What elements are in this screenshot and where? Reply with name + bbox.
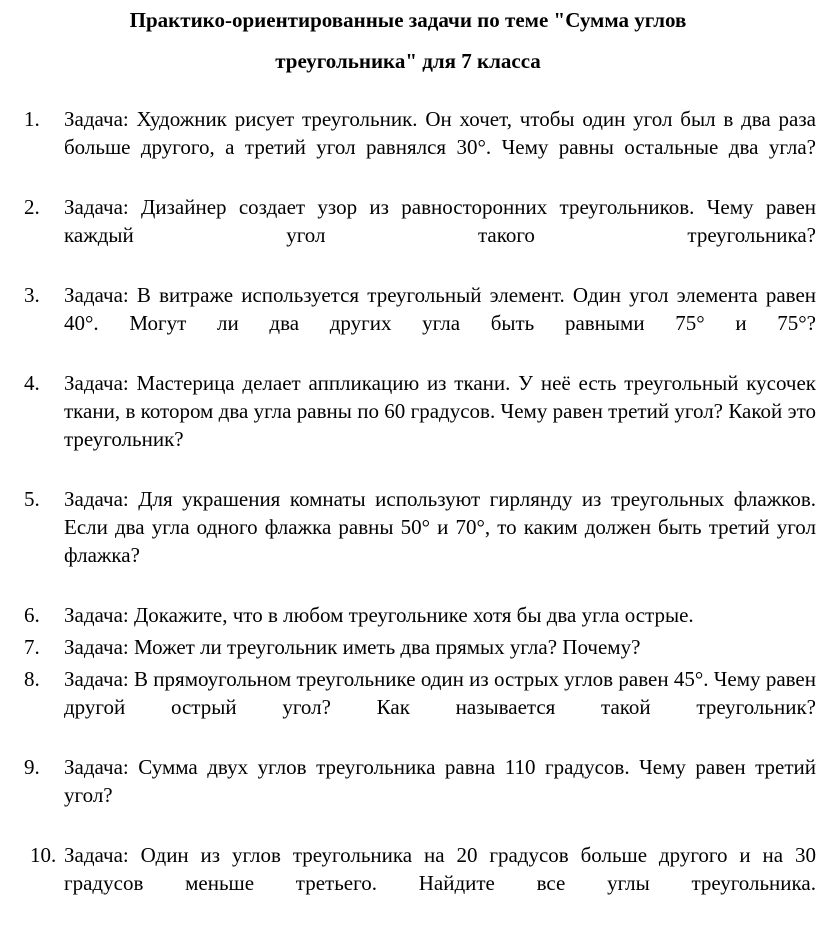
- task-text: Задача: Сумма двух углов треугольника равна 110 градусов. Чему равен третий угол?: [64, 755, 816, 807]
- task-text: Задача: Может ли треугольник иметь два прямых угла? Почему?: [64, 635, 641, 659]
- task-number: 8.: [24, 667, 40, 691]
- task-text: Задача: Художник рисует треугольник. Он хочет, чтобы один угол был в два раза больше другого, а третий угол равнялся 30°. Чему равны остальные два угла?: [64, 107, 816, 159]
- task-number: 6.: [24, 603, 40, 627]
- list-item: [24, 193, 816, 277]
- list-item: [24, 281, 816, 365]
- task-text: Задача: Дизайнер создает узор из равносторонних треугольников. Чему равен каждый угол такого треугольника?: [64, 195, 816, 247]
- task-number: 10.: [30, 843, 57, 867]
- task-text: Задача: Один из углов треугольника на 20 градусов больше другого и на 30 градусов меньше третьего. Найдите все углы треугольника.: [64, 843, 816, 895]
- document-title-line-1: Практико-ориентированные задачи по теме "Сумма углов: [129, 8, 687, 32]
- task-number: 9.: [24, 755, 40, 779]
- list-item: [24, 841, 816, 925]
- list-item: [24, 665, 816, 749]
- task-text: Задача: В витраже используется треугольный элемент. Один угол элемента равен 40°. Могут ли два других угла быть равными 75° и 75°?: [64, 283, 816, 335]
- task-text: Задача: В прямоугольном треугольнике один из острых углов равен 45°. Чему равен другой острый угол? Как называется такой треугольник?: [64, 667, 816, 719]
- task-number: 5.: [24, 487, 40, 511]
- list-item: [24, 485, 816, 597]
- task-text: Задача: Для украшения комнаты используют гирлянду из треугольных флажков. Если два угла одного флажка равны 50° и 70°, то каким должен быть третий угол флажка?: [64, 487, 816, 567]
- task-text: Задача: Докажите, что в любом треугольнике хотя бы два угла острые.: [64, 603, 694, 627]
- task-list: [24, 105, 816, 929]
- task-text: Задача: Мастерица делает аппликацию из ткани. У неё есть треугольный кусочек ткани, в котором два угла равны по 60 градусов. Чему равен третий угол? Какой это треугольник?: [64, 371, 816, 451]
- task-number: 7.: [24, 635, 40, 659]
- task-number: 2.: [24, 195, 40, 219]
- list-item: [24, 633, 816, 661]
- list-item: [24, 105, 816, 189]
- list-item: [24, 601, 816, 629]
- task-number: 1.: [24, 107, 40, 131]
- list-item: [24, 369, 816, 481]
- task-number: 4.: [24, 371, 40, 395]
- task-number: 3.: [24, 283, 40, 307]
- document-title-line-2: треугольника" для 7 класса: [275, 49, 541, 73]
- list-item: [24, 753, 816, 837]
